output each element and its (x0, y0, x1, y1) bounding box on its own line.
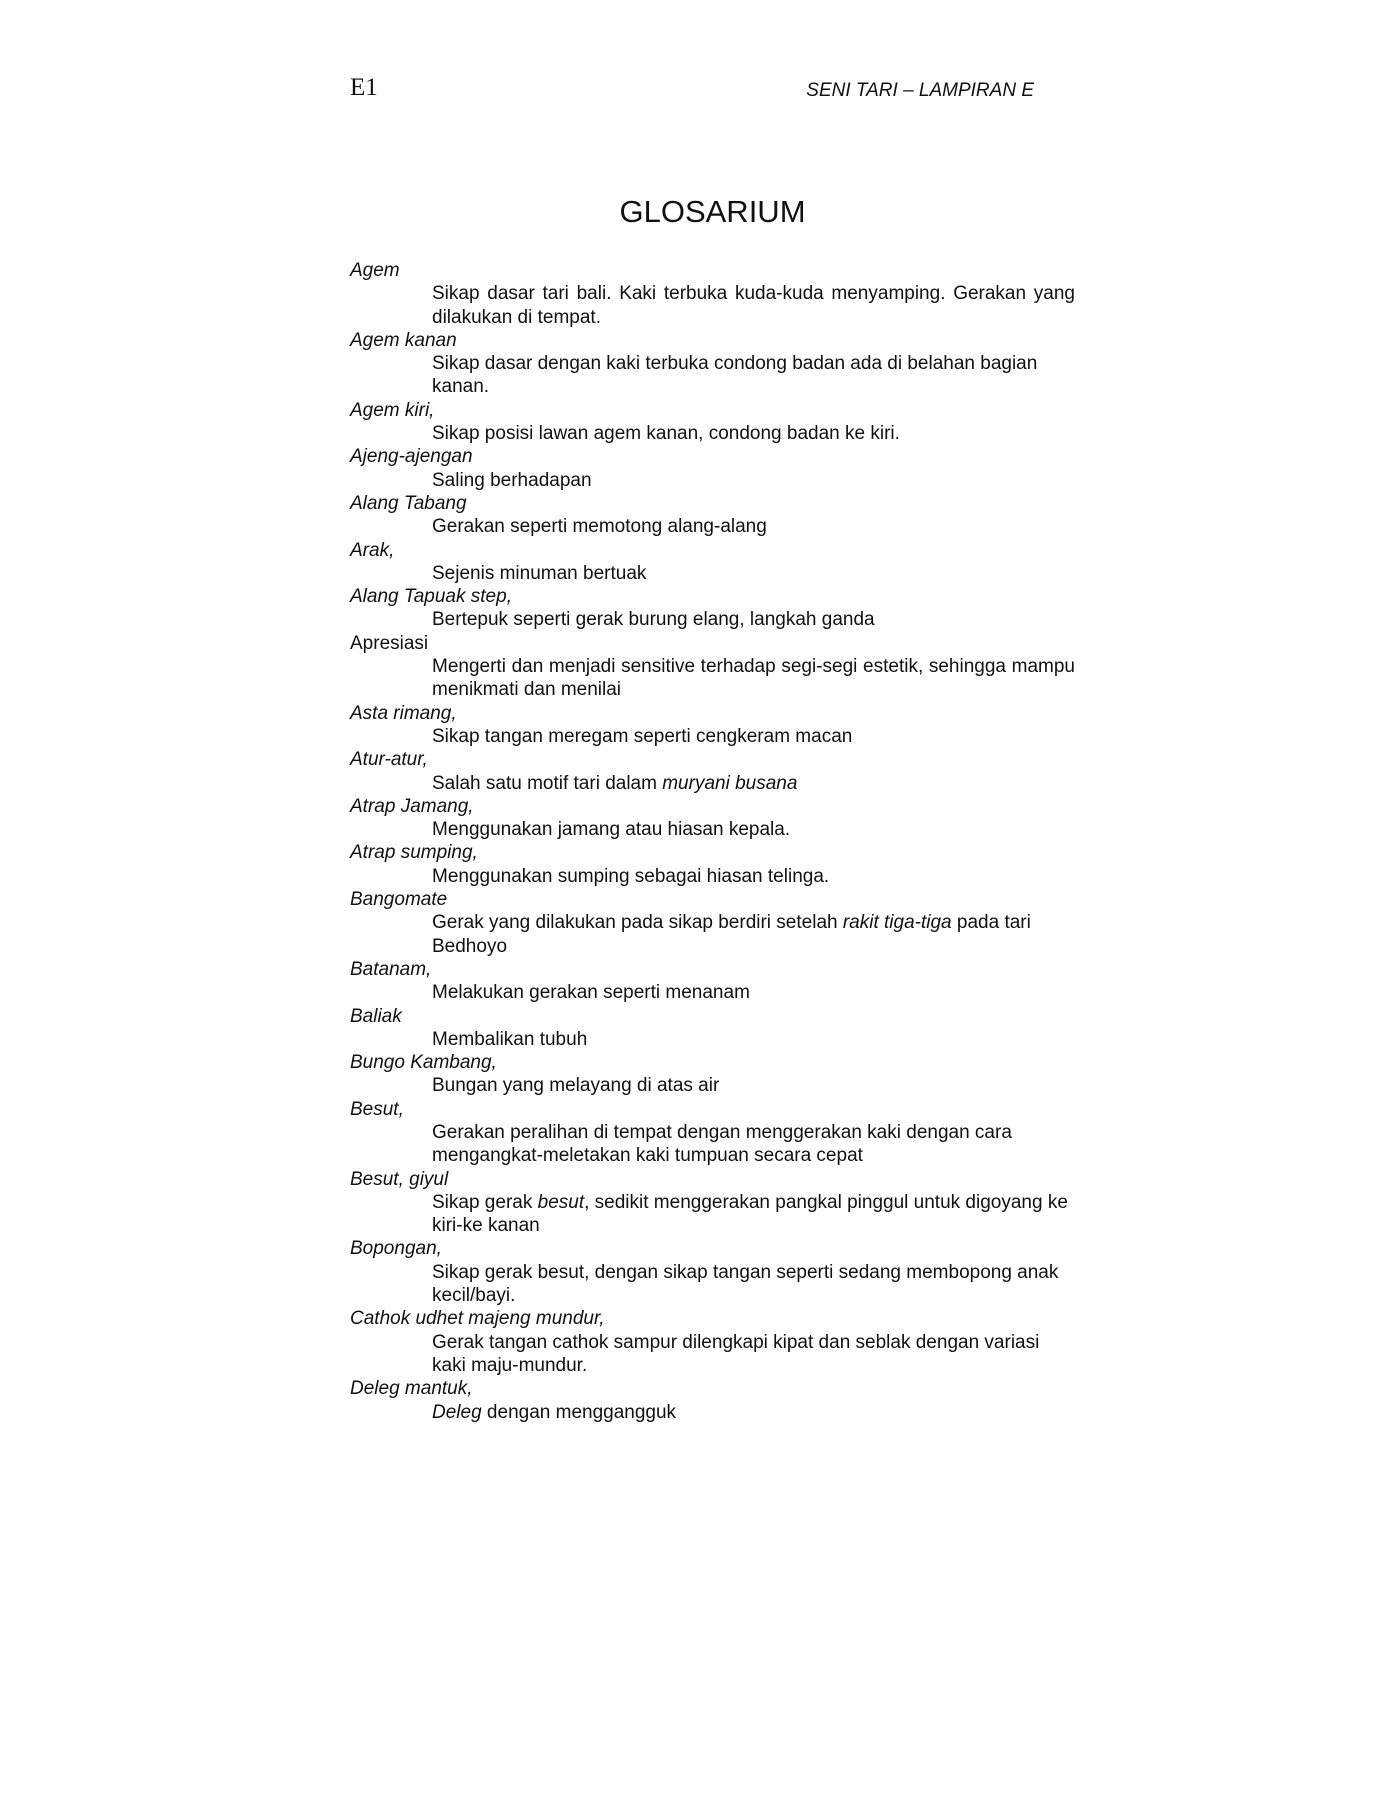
glossary-term: Baliak (350, 1005, 402, 1027)
definition-text: Sikap gerak (432, 1191, 538, 1213)
glossary-list (350, 259, 1075, 1424)
glossary-definition (432, 1074, 1075, 1097)
glossary-definition (432, 1401, 1075, 1424)
glossary-definition (432, 655, 1075, 702)
definition-text: Melakukan gerakan seperti menanam (432, 982, 750, 1004)
glossary-definition (432, 469, 1075, 492)
glossary-entry (350, 888, 1075, 958)
glossary-entry (350, 795, 1075, 842)
glossary-definition (432, 282, 1075, 329)
definition-text: Sejenis minuman bertuak (432, 562, 647, 584)
glossary-entry (350, 259, 1075, 329)
italic-phrase: rakit tiga-tiga (842, 912, 952, 934)
glossary-entry (350, 748, 1075, 795)
definition-text: Saling berhadapan (432, 469, 592, 491)
glossary-term: Cathok udhet majeng mundur, (350, 1308, 605, 1330)
definition-text: Salah satu motif tari dalam (432, 772, 663, 794)
glossary-term: Bopongan, (350, 1238, 442, 1260)
italic-phrase: besut (537, 1191, 585, 1213)
glossary-term: Besut, (350, 1098, 404, 1120)
definition-text: Menggunakan jamang atau hiasan kepala. (432, 819, 791, 841)
glossary-term: Alang Tapuak step, (350, 586, 512, 608)
glossary-term: Asta rimang, (350, 702, 457, 724)
definition-text: Gerakan peralihan di tempat dengan menggerakan kaki dengan cara mengangkat-meletakan kaki tumpuan secara cepat (432, 1121, 1012, 1167)
glossary-entry (350, 445, 1075, 492)
glossary-definition (432, 725, 1075, 748)
glossary-term: Agem (350, 260, 400, 281)
glossary-term: Atrap Jamang, (350, 795, 474, 817)
glossary-entry (350, 1377, 1075, 1424)
page-title: GLOSARIUM (619, 194, 806, 229)
definition-text: Sikap gerak besut, dengan sikap tangan seperti sedang membopong anak kecil/bayi. (432, 1261, 1059, 1307)
definition-text: Gerak tangan cathok sampur dilengkapi kipat dan seblak dengan variasi kaki maju-mundur. (432, 1331, 1040, 1376)
glossary-entry (350, 1237, 1075, 1307)
glossary-entry (350, 585, 1075, 632)
definition-text: Bertepuk seperti gerak burung elang, langkah ganda (432, 609, 875, 631)
glossary-definition (432, 1261, 1075, 1308)
glossary-entry (350, 841, 1075, 888)
glossary-entry (350, 399, 1075, 446)
glossary-term: Batanam, (350, 958, 432, 980)
glossary-definition (432, 1331, 1075, 1378)
glossary-term: Bangomate (350, 889, 448, 911)
glossary-entry (350, 1051, 1075, 1098)
glossary-entry (350, 1168, 1075, 1238)
definition-text: Sikap dasar dengan kaki terbuka condong badan ada di belahan bagian kanan. (432, 353, 1038, 398)
definition-text: Sikap posisi lawan agem kanan, condong badan ke kiri. (432, 423, 900, 445)
definition-text: Bungan yang melayang di atas air (432, 1075, 720, 1097)
italic-phrase: Deleg (432, 1401, 482, 1423)
definition-text: pada tari Bedhoyo (432, 912, 1031, 957)
definition-text: , sedikit menggerakan pangkal pinggul untuk digoyang ke kiri-ke kanan (432, 1191, 1068, 1237)
glossary-entry (350, 492, 1075, 539)
glossary-entry (350, 539, 1075, 586)
definition-text: Sikap tangan meregam seperti cengkeram macan (432, 725, 853, 747)
glossary-definition (432, 1028, 1075, 1051)
page-number: E1 (350, 74, 378, 101)
glossary-definition (432, 352, 1075, 399)
definition-text: Mengerti dan menjadi sensitive terhadap segi-segi estetik, sehingga mampu menikmati dan menilai (432, 656, 1075, 701)
glossary-definition (432, 562, 1075, 585)
definition-text: Membalikan tubuh (432, 1028, 588, 1050)
definition-text: Sikap dasar tari bali. Kaki terbuka kuda-kuda menyamping. Gerakan yang dilakukan di tempat. (432, 283, 1075, 328)
glossary-term: Atrap sumping, (350, 842, 478, 864)
definition-text: dengan menggangguk (481, 1401, 677, 1423)
glossary-definition (432, 422, 1075, 445)
glossary-definition (432, 1191, 1075, 1238)
glossary-term: Alang Tabang (350, 492, 467, 514)
glossary-entry (350, 632, 1075, 702)
running-header: SENI TARI – LAMPIRAN E (806, 80, 1034, 101)
definition-text: Gerakan seperti memotong alang-alang (432, 516, 767, 538)
glossary-term: Agem kiri, (350, 399, 435, 421)
definition-text: Menggunakan sumping sebagai hiasan telinga. (432, 865, 830, 887)
glossary-term: Apresiasi (350, 632, 429, 654)
glossary-term: Arak, (350, 539, 395, 561)
glossary-term: Besut, giyul (350, 1168, 449, 1190)
glossary-term: Bungo Kambang, (350, 1052, 497, 1074)
glossary-definition (432, 981, 1075, 1004)
glossary-entry (350, 1098, 1075, 1168)
glossary-term: Atur-atur, (350, 749, 428, 771)
glossary-definition (432, 818, 1075, 841)
glossary-entry (350, 1005, 1075, 1052)
glossary-definition (432, 515, 1075, 538)
glossary-term: Agem kanan (350, 329, 457, 351)
glossary-entry (350, 329, 1075, 399)
definition-text: Gerak yang dilakukan pada sikap berdiri setelah (432, 912, 843, 934)
glossary-entry (350, 958, 1075, 1005)
glossary-entry (350, 1307, 1075, 1377)
glossary-definition (432, 608, 1075, 631)
glossary-definition (432, 865, 1075, 888)
glossary-definition (432, 911, 1075, 958)
glossary-definition (432, 772, 1075, 795)
italic-phrase: muryani busana (662, 772, 798, 794)
glossary-term: Ajeng-ajengan (350, 446, 473, 468)
glossary-entry (350, 702, 1075, 749)
glossary-definition (432, 1121, 1075, 1168)
glossary-term: Deleg mantuk, (350, 1378, 473, 1400)
